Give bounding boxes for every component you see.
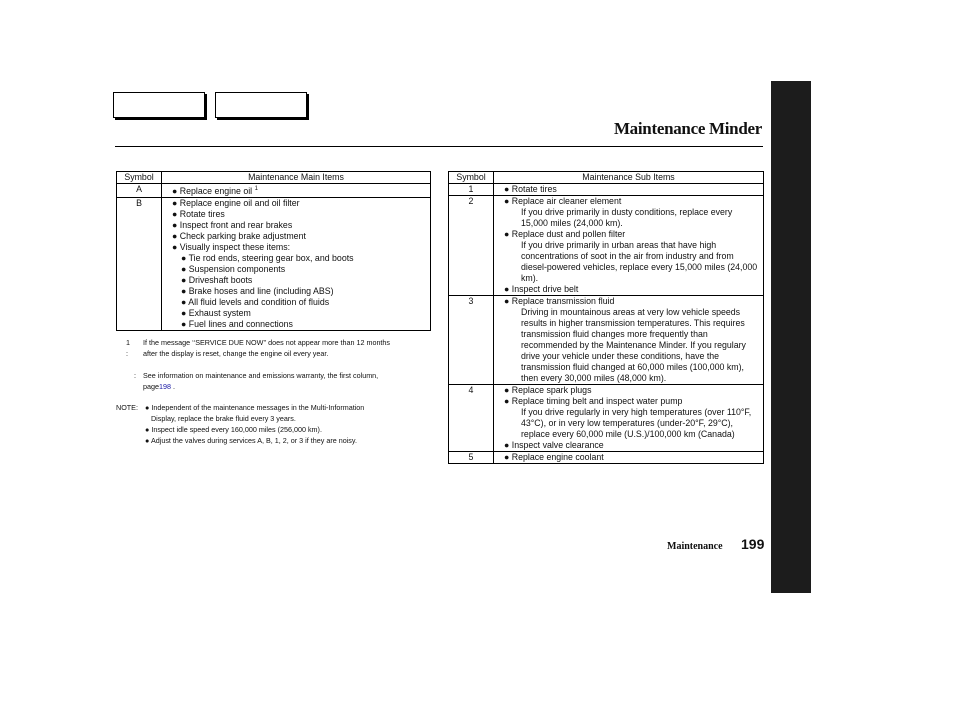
footnote-label: : (134, 371, 136, 380)
sub-list-item: ● All fluid levels and condition of fluids (181, 296, 330, 307)
sub-table-row (449, 196, 764, 296)
note-line: ● Adjust the valves during services A, B, 1, 2, or 3 if they are noisy. (145, 436, 357, 445)
list-item: ● Visually inspect these items: (172, 241, 291, 252)
items-cell (494, 452, 764, 464)
symbol-cell: 3 (449, 296, 494, 385)
items-cell (494, 184, 764, 196)
sub-table-header-row (449, 172, 764, 184)
items-cell (162, 197, 431, 330)
main-table-header-items: Maintenance Main Items (162, 172, 431, 184)
footnote-text: If the message ‘‘SERVICE DUE NOW’’ does not appear more than 12 months (143, 338, 391, 347)
nav-button-main-menu[interactable] (113, 92, 205, 118)
list-item: ● Replace spark plugs (504, 385, 592, 395)
sub-table-row (449, 184, 764, 196)
list-item: ● Replace dust and pollen filter (504, 229, 626, 239)
list-item (164, 184, 428, 197)
note-line: ● Independent of the maintenance messages in the Multi-Information (145, 403, 365, 412)
sub-table-header-items: Maintenance Sub Items (494, 172, 764, 184)
list-item: ● Inspect drive belt (504, 284, 579, 294)
list-item: ● Replace engine oil and oil filter (172, 197, 300, 208)
item-description: If you drive regularly in very high temperatures (over 110°F, 43°C), or in very low temperatures (under-20°F, 29°C), replace every 60,000 mile (U.S.)/100,000 km (Canada) (521, 407, 752, 439)
symbol-cell: 2 (449, 196, 494, 296)
main-table-header-row (117, 172, 431, 184)
symbol-cell: 4 (449, 385, 494, 452)
sub-table-row (449, 452, 764, 464)
main-table-row-b (117, 197, 431, 330)
page-number: 199 (741, 536, 765, 552)
footnote-text: See information on maintenance and emissions warranty, the first column, (143, 371, 379, 380)
items-cell (494, 385, 764, 452)
list-item: ● Replace air cleaner element (504, 196, 622, 206)
footnote-page-prefix: page (143, 382, 159, 391)
sub-table-body (449, 184, 764, 464)
note-line: Display, replace the brake fluid every 3 years. (145, 414, 296, 423)
main-table-row-a (117, 184, 431, 198)
section-footer-label: Maintenance (667, 541, 723, 552)
symbol-cell: 5 (449, 452, 494, 464)
symbol-cell: A (117, 184, 162, 198)
list-item: ● Check parking brake adjustment (172, 230, 306, 241)
list-item: ● Rotate tires (172, 208, 225, 219)
items-cell (494, 296, 764, 385)
footnote-page-suffix: . (171, 382, 175, 391)
title-divider (115, 146, 763, 147)
list-item: ● Inspect valve clearance (504, 440, 604, 450)
page-link-198[interactable]: 198 (159, 382, 171, 391)
sub-items-table (448, 171, 764, 464)
item-description: If you drive primarily in urban areas that have high concentrations of soot in the air from industry and from diesel-powered vehicles, replace every 15,000 miles (24,000 km). (521, 240, 758, 283)
main-items-table (116, 171, 431, 331)
sub-list-item: ● Brake hoses and line (including ABS) (181, 285, 334, 296)
sub-list-item: ● Tie rod ends, steering gear box, and boots (181, 252, 354, 263)
sub-list-item: ● Exhaust system (181, 307, 251, 318)
list-item: ● Inspect front and rear brakes (172, 219, 293, 230)
list-item: ● Rotate tires (504, 184, 557, 194)
sub-list-item: ● Driveshaft boots (181, 274, 253, 285)
section-tab (771, 81, 811, 593)
main-table-header-symbol: Symbol (117, 172, 162, 184)
footnote-marker: 1 (254, 186, 258, 192)
footnote-text: after the display is reset, change the engine oil every year. (143, 349, 329, 358)
list-item: ● Replace engine coolant (504, 452, 604, 462)
items-cell (162, 184, 431, 198)
symbol-cell: B (117, 197, 162, 330)
list-item: ● Replace transmission fluid (504, 296, 615, 306)
page-title: Maintenance Minder (613, 119, 762, 138)
footnote-label: 1 : (126, 338, 130, 358)
sub-table-row (449, 296, 764, 385)
items-cell (494, 196, 764, 296)
sub-list-item: ● Suspension components (181, 263, 286, 274)
item-description: Driving in mountainous areas at very low vehicle speeds results in higher transmission temperatures. This requires transmission fluid changes more frequently than recommended by the Maintenance Minder. If you regulary drive your vehicle under these conditions, have the transmission fluid changed at 60,000 miles (100,000 km), then every 30,000 miles (48,000 km). (521, 307, 746, 383)
list-item: ● Replace timing belt and inspect water pump (504, 396, 683, 406)
footnote-text-line2 (143, 381, 175, 392)
sub-table-row (449, 385, 764, 452)
note-label: NOTE: (116, 403, 138, 412)
sub-list-item: ● Fuel lines and connections (181, 318, 293, 329)
symbol-cell: 1 (449, 184, 494, 196)
item-description: If you drive primarily in dusty conditions, replace every 15,000 miles (24,000 km). (521, 207, 733, 228)
nav-button-index[interactable] (215, 92, 307, 118)
sub-table-header-symbol: Symbol (449, 172, 494, 184)
note-line: ● Inspect idle speed every 160,000 miles (256,000 km). (145, 425, 322, 434)
item-text: ● Replace engine oil (172, 185, 253, 196)
